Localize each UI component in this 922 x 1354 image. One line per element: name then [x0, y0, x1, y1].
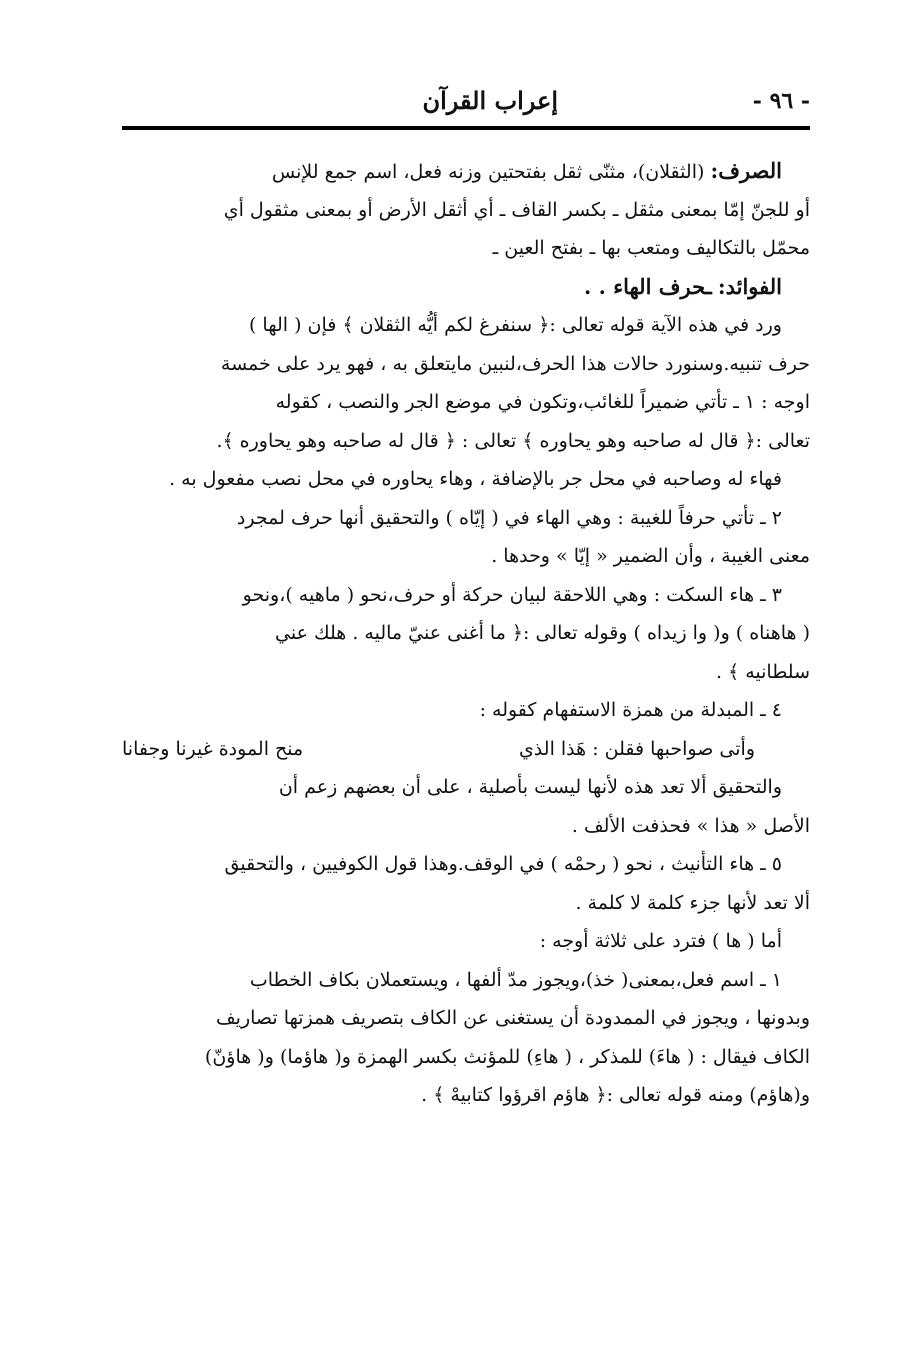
paragraph-line: ألا تعد لأنها جزء كلمة لا كلمة . [575, 891, 810, 914]
sarf-label: الصرف: [710, 158, 782, 183]
paragraph-line: معنى الغيبة ، وأن الضمير « إيّا » وحدها . [491, 545, 810, 567]
verse-second-hemistich: منح المودة غيرنا وجفانا [122, 737, 304, 760]
paragraph-line: أما ( ها ) فترد على ثلاثة أوجه : [539, 930, 782, 952]
paragraph-line: فهاء له وصاحبه في محل جر بالإضافة ، وهاء يحاوره في محل نصب مفعول به . [169, 468, 782, 490]
paragraph-line: ٥ ـ هاء التأنيث ، نحو ( رحمْه ) في الوقف.وهذا قول الكوفيين ، والتحقيق [224, 853, 782, 875]
paragraph-line: اوجه : ١ ـ تأتي ضميراً للغائب،وتكون في موضع الجر والنصب ، كقوله [275, 391, 810, 413]
sarf-line-1: الصرف: (الثقلان)، مثنّى ثقل بفتحتين وزنه فعل، اسم جمع للإنس [271, 158, 782, 183]
paragraph-line: سلطانيه ﴾ . [715, 660, 810, 683]
paragraph-line: الأصل « هذا » فحذفت الألف . [571, 814, 810, 837]
fawaid-title: ـحرف الهاء . . [583, 273, 712, 299]
paragraph-line: ٤ ـ المبدلة من همزة الاستفهام كقوله : [479, 699, 782, 721]
paragraph-line: ٢ ـ تأتي حرفاً للغيبة : وهي الهاء في ( إيّاه ) والتحقيق أنها حرف لمجرد [236, 506, 782, 529]
paragraph-line: والتحقيق ألا تعد هذه لأنها ليست بأصلية ، على أن بعضهم زعم أن [278, 776, 782, 798]
paragraph-line: ٣ ـ هاء السكت : وهي اللاحقة لبيان حركة أو حرف،نحو ( ماهيه )،ونحو [242, 583, 782, 606]
paragraph-line: وبدونها ، ويجوز في الممدودة أن يستغنى عن الكاف بتصريف همزتها تصاريف [216, 1007, 810, 1029]
paragraph-line: و(هاؤم) ومنه قوله تعالى :﴿ هاؤم اقرؤوا كتابيهْ ﴾ . [421, 1084, 810, 1106]
poetry-verse [122, 730, 810, 769]
page-number: - ٩٦ - [752, 88, 810, 114]
sarf-line-2: أو للجنّ إمّا بمعنى مثقل ـ بكسر القاف ـ أي أثقل الأرض أو بمعنى مثقول أي [223, 198, 810, 221]
book-title: إعراب القرآن [422, 86, 558, 115]
page-body [122, 152, 810, 1115]
paragraph-line: حرف تنبيه.وسنورد حالات هذا الحرف،لنبين مايتعلق به ، فهو يرد على خمسة [220, 352, 810, 375]
verse-first-hemistich: وأتى صواحبها فقلن : هَذا الذي [518, 737, 755, 760]
paragraph-line: ١ ـ اسم فعل،بمعنى( خذ)،ويجوز مدّ ألفها ، ويستعملان بكاف الخطاب [249, 968, 782, 991]
fawaid-heading [122, 268, 810, 307]
page-header [122, 84, 810, 120]
paragraph-line: ( هاهناه ) و( وا زيداه ) وقوله تعالى :﴿ ما أغنى عنيّ ماليه . هلك عني [275, 622, 810, 644]
paragraph-line: الكاف فيقال : ( هاءَ) للمذكر ، ( هاءِ) للمؤنث بكسر الهمزة و( هاؤما) و( هاؤنّ) [204, 1045, 810, 1068]
header-rule [122, 126, 810, 130]
sarf-line-3: محمّل بالتكاليف ومتعب بها ـ بفتح العين ـ [492, 237, 810, 259]
paragraph-line: ورد في هذه الآية قوله تعالى :﴿ سنفرغ لكم أيُّه الثقلان ﴾ فإن ( الها ) [248, 314, 782, 336]
fawaid-label: الفوائد: [717, 273, 782, 299]
paragraph-line: تعالى :﴿ قال له صاحبه وهو يحاوره ﴾ تعالى : ﴿ قال له صاحبه وهو يحاوره ﴾. [216, 429, 810, 452]
